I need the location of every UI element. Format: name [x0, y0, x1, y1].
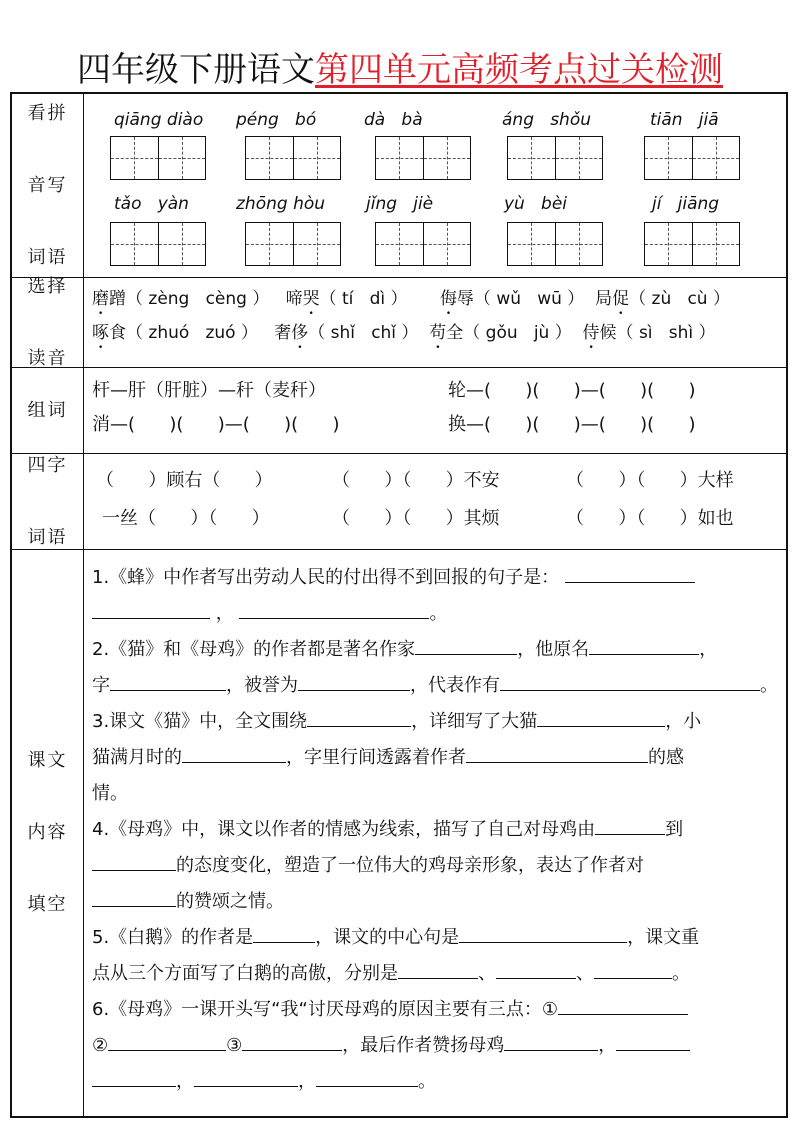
writing-grid[interactable] [644, 136, 740, 180]
pinyin-label: qiāng diào [114, 110, 204, 130]
question-6: 6.《母鸡》一课开头写“我“讨厌母鸡的原因主要有三点：① [92, 992, 688, 1028]
blank[interactable] [589, 632, 699, 655]
word-line: 轮—( )( )—( )( ) [448, 380, 696, 401]
blank[interactable] [496, 956, 576, 979]
blank[interactable] [194, 1064, 298, 1087]
pinyin-label: tǎo yàn [114, 194, 189, 214]
question-2: 2.《猫》和《母鸡》的作者都是著名作家 ，他原名 ， [92, 632, 717, 668]
question-3: 3.课文《猫》中，全文围绕 ，详细写了大猫 ，小 [92, 704, 701, 740]
blank[interactable] [504, 1028, 598, 1051]
text-fill-section [12, 550, 786, 1116]
blank[interactable] [616, 1028, 690, 1051]
writing-grid[interactable] [507, 222, 603, 266]
title-grade: 四年级下册语文 [77, 50, 315, 90]
pinyin-label: péng bó [236, 110, 317, 130]
blank[interactable] [415, 632, 517, 655]
idiom-item: （ ）（ ）其烦 [332, 508, 500, 529]
section-label-idioms: 四字 词语 [12, 454, 84, 549]
blank[interactable] [108, 1028, 226, 1051]
question-2-cont: 字 ，被誉为 ，代表作有 。 [92, 668, 778, 704]
blank[interactable] [182, 740, 286, 763]
blank[interactable] [565, 560, 695, 583]
question-3-end: 情。 [92, 783, 128, 804]
blank[interactable] [239, 596, 429, 619]
pinyin-label: zhōng hòu [236, 194, 326, 214]
pinyin-label: áng shǒu [502, 110, 592, 130]
pinyin-label: jí jiāng [652, 194, 720, 214]
word-line: 换—( )( )—( )( ) [448, 414, 696, 435]
blank[interactable] [558, 992, 688, 1015]
blank[interactable] [92, 884, 176, 907]
idiom-item: （ ）（ ）不安 [332, 470, 500, 491]
blank[interactable] [537, 704, 665, 727]
question-5: 5.《白鹅》的作者是 ，课文的中心句是 ，课文重 [92, 920, 699, 956]
blank[interactable] [110, 668, 226, 691]
idiom-section [12, 454, 786, 550]
pinyin-label: yù bèi [504, 194, 568, 214]
writing-grid[interactable] [110, 222, 206, 266]
idiom-item: （ ）（ ）大样 [566, 470, 734, 491]
idiom-item: 一丝（ ）（ ） [102, 508, 270, 529]
reading-line-2: 啄食（ zhuó zuó ） 奢侈（ shǐ chǐ ） 苟全（ gǒu jù ） 侍候（ sì shì ） [92, 323, 716, 343]
blank[interactable] [316, 1064, 418, 1087]
writing-grid[interactable] [507, 136, 603, 180]
pinyin-label: tiān jiā [650, 110, 719, 130]
writing-grid[interactable] [375, 222, 471, 266]
idiom-item: （ ）顾右（ ） [96, 470, 273, 491]
idiom-item: （ ）（ ）如也 [566, 508, 734, 529]
blank[interactable] [459, 920, 627, 943]
blank[interactable] [92, 596, 210, 619]
blank[interactable] [307, 704, 411, 727]
blank[interactable] [500, 668, 760, 691]
question-1: 1.《蜂》中作者写出劳动人民的付出得不到回报的句子是： [92, 560, 695, 596]
writing-grid[interactable] [245, 222, 341, 266]
question-4-end: 的赞颂之情。 [92, 884, 284, 920]
pinyin-label: dà bà [364, 110, 423, 130]
word-line: 消—( )( )—( )( ) [92, 414, 340, 435]
question-6-cont: ② ③ ，最后作者赞扬母鸡 ， [92, 1028, 690, 1064]
pinyin-section [12, 94, 786, 278]
section-label-reading: 选择 读音 [12, 278, 84, 367]
blank[interactable] [594, 956, 672, 979]
page-title [0, 42, 800, 91]
writing-grid[interactable] [110, 136, 206, 180]
blank[interactable] [253, 920, 315, 943]
question-6-end: ， ， 。 [92, 1064, 436, 1100]
blank[interactable] [595, 812, 665, 835]
title-test: 第四单元高频考点过关检测 [315, 50, 723, 90]
blank[interactable] [92, 848, 176, 871]
writing-grid[interactable] [375, 136, 471, 180]
word-group-section [12, 368, 786, 454]
worksheet-table [10, 92, 788, 1118]
pinyin-label: jǐng jiè [366, 194, 434, 214]
section-label-words: 组词 [12, 368, 84, 453]
writing-grid[interactable] [245, 136, 341, 180]
writing-grid[interactable] [644, 222, 740, 266]
blank[interactable] [466, 740, 648, 763]
question-5-cont: 点从三个方面写了白鹅的高傲，分别是 、 、 。 [92, 956, 690, 992]
blank[interactable] [242, 1028, 342, 1051]
section-label-pinyin: 看拼 音写 词语 [12, 94, 84, 277]
question-4: 4.《母鸡》中，课文以作者的情感为线索，描写了自己对母鸡由 到 [92, 812, 683, 848]
question-3-cont: 猫满月时的 ，字里行间透露着作者 的感 [92, 740, 684, 776]
blank[interactable] [398, 956, 478, 979]
reading-section [12, 275, 786, 369]
question-1-cont: ， 。 [92, 596, 447, 632]
question-4-cont: 的态度变化，塑造了一位伟大的鸡母亲形象，表达了作者对 [92, 848, 644, 884]
reading-line-1: 磨蹭（ zèng cèng ） 啼哭（ tí dì ） 侮辱（ wǔ wū ） 局促（ zù cù ） [92, 289, 730, 309]
blank[interactable] [92, 1064, 176, 1087]
blank[interactable] [298, 668, 410, 691]
word-line: 杆—肝（肝脏）—秆（麦秆） [92, 380, 326, 401]
section-label-text: 课文 内容 填空 [12, 550, 84, 1116]
